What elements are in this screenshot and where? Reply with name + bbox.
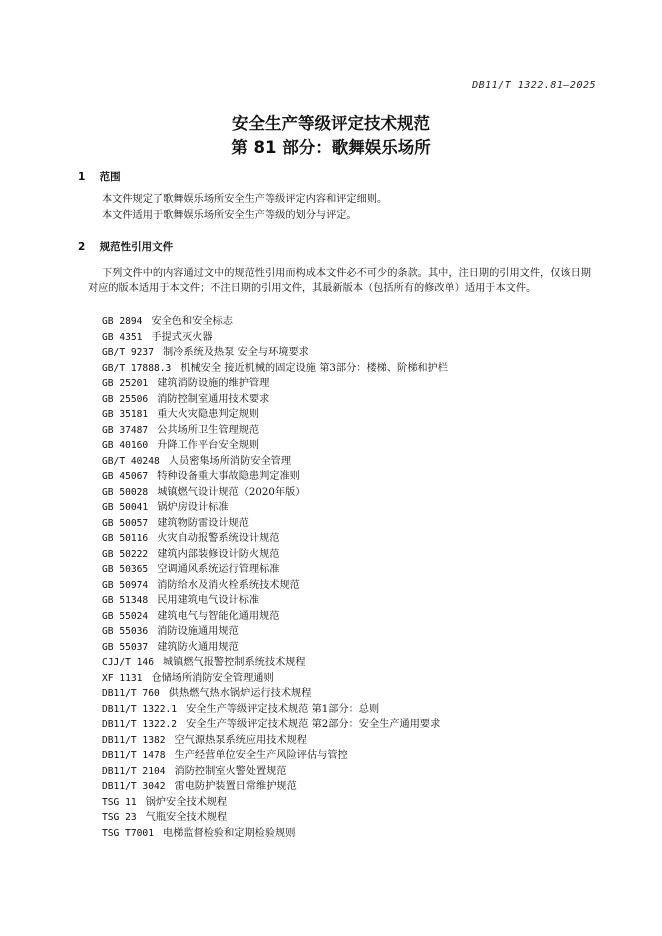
reference-title: 安全生产等级评定技术规范 第1部分：总则 [186,703,380,715]
reference-item [102,640,448,656]
reference-code: TSG 11 [102,796,137,808]
reference-title: 建筑内部装修设计防火规范 [157,548,280,560]
reference-code: DB11/T 3042 [102,781,166,792]
section-1-number: 1 [78,171,86,183]
reference-code: GB/T 9237 [102,347,154,358]
reference-title: 特种设备重大事故隐患判定准则 [157,471,300,482]
section-1-heading [78,169,121,184]
reference-code: GB 50974 [102,579,149,591]
reference-code: DB11/T 760 [102,688,160,699]
reference-code: GB 50365 [102,564,149,575]
reference-list [102,314,448,841]
reference-title: 供热燃气热水锅炉运行技术规程 [168,688,312,699]
reference-item [102,578,448,594]
reference-item [102,748,448,764]
reference-code: GB/T 17888.3 [102,362,172,374]
reference-item [102,407,448,423]
reference-code: GB 45067 [102,471,149,482]
reference-title: 消防控制室火警处置规范 [174,765,287,777]
reference-code: GB 51348 [102,595,149,606]
reference-item [102,671,448,687]
reference-item [102,454,448,470]
reference-item [102,826,448,842]
reference-item [102,516,448,532]
reference-title: 空气源热泵系统应用技术规程 [174,734,307,746]
reference-item [102,562,448,578]
reference-title: 建筑电气与智能化通用规范 [157,610,280,622]
section-2-heading [78,239,173,254]
reference-code: GB 4351 [102,331,143,343]
reference-item [102,392,448,408]
reference-item [102,717,448,733]
section-2-title: 规范性引用文件 [99,241,174,253]
reference-item [102,593,448,609]
reference-item [102,764,448,780]
reference-item [102,423,448,439]
reference-item [102,314,448,330]
reference-title: 制冷系统及热泵 安全与环境要求 [162,347,309,358]
reference-code: GB 55037 [102,641,149,653]
reference-title: 雷电防护装置日常维护规范 [174,781,297,792]
reference-item [102,779,448,795]
reference-title: 安全生产等级评定技术规范 第2部分：安全生产通用要求 [186,719,441,730]
reference-title: 公共场所卫生管理规范 [157,424,260,436]
reference-title: 建筑物防雷设计规范 [157,517,249,529]
reference-item [102,500,448,516]
reference-code: DB11/T 1322.1 [102,703,178,715]
reference-code: GB 50028 [102,486,149,498]
reference-item [102,376,448,392]
reference-title: 安全色和安全标志 [151,316,233,327]
reference-code: XF 1131 [102,672,143,684]
reference-item [102,438,448,454]
reference-code: GB/T 40248 [102,455,160,467]
reference-title: 城镇燃气设计规范（2020年版） [157,486,306,498]
section-1-paragraph: 本文件规定了歌舞娱乐场所安全生产等级评定内容和评定细则。 [102,194,388,205]
reference-code: GB 55024 [102,610,149,622]
reference-title: 建筑消防设施的维护管理 [157,378,270,389]
reference-code: GB 25201 [102,378,149,389]
document-title: 安全生产等级评定技术规范 [232,114,430,133]
reference-code: DB11/T 1478 [102,750,166,761]
reference-item [102,330,448,346]
reference-title: 手提式灭火器 [151,331,213,343]
reference-title: 锅炉房设计标准 [157,502,229,513]
reference-code: DB11/T 1382 [102,734,166,746]
reference-code: GB 2894 [102,316,143,327]
reference-title: 升降工作平台安全规则 [157,440,260,451]
reference-title: 仓储场所消防安全管理通则 [151,672,274,684]
reference-title: 城镇燃气报警控制系统技术规程 [162,657,306,668]
reference-code: GB 40160 [102,440,149,451]
reference-item [102,702,448,718]
reference-code: GB 25506 [102,393,149,405]
reference-title: 消防给水及消火栓系统技术规范 [157,579,300,591]
reference-code: DB11/T 1322.2 [102,719,178,730]
reference-item [102,686,448,702]
reference-title: 机械安全 接近机械的固定设施 第3部分：楼梯、阶梯和护栏 [180,362,448,374]
reference-title: 建筑防火通用规范 [157,641,239,653]
reference-item [102,547,448,563]
reference-code: GB 50057 [102,517,149,529]
reference-title: 电梯监督检验和定期检验规则 [162,827,296,839]
reference-title: 重大火灾隐患判定规则 [157,409,260,420]
section-1-paragraph: 本文件适用于歌舞娱乐场所安全生产等级的划分与评定。 [102,210,357,221]
reference-item [102,795,448,811]
reference-code: GB 50041 [102,502,149,513]
reference-item [102,345,448,361]
reference-item [102,531,448,547]
reference-title: 锅炉安全技术规程 [145,796,228,808]
reference-code: DB11/T 2104 [102,765,166,777]
document-code: DB11/T 1322.81—2025 [472,80,596,91]
reference-item [102,609,448,625]
reference-item [102,624,448,640]
reference-code: GB 37487 [102,424,149,436]
document-subtitle: 第 81 部分：歌舞娱乐场所 [231,138,431,157]
section-1-title: 范围 [99,171,121,183]
reference-item [102,810,448,826]
reference-code: GB 50222 [102,548,149,560]
reference-code: GB 50116 [102,533,149,544]
reference-item [102,485,448,501]
section-2-number: 2 [78,241,86,253]
reference-item [102,733,448,749]
reference-title: 生产经营单位安全生产风险评估与管控 [174,750,348,761]
reference-title: 人员密集场所消防安全管理 [168,455,292,467]
reference-item [102,361,448,377]
reference-item [102,469,448,485]
reference-title: 民用建筑电气设计标准 [157,595,260,606]
reference-title: 消防设施通用规范 [157,626,239,637]
reference-title: 消防控制室通用技术要求 [157,393,270,405]
section-2-intro: 下列文件中的内容通过文中的规范性引用而构成本文件必不可少的条款。其中，注日期的引用文件，仅该日期对应的版本适用于本文件；不注日期的引用文件，其最新版本（包括所有的修改单）适用于本文件。 [88,268,591,294]
reference-code: GB 35181 [102,409,149,420]
reference-title: 空调通风系统运行管理标准 [157,564,280,575]
reference-title: 火灾自动报警系统设计规范 [157,533,280,544]
reference-code: TSG 23 [102,812,137,823]
reference-code: CJJ/T 146 [102,657,154,668]
reference-code: TSG T7001 [102,827,154,839]
reference-code: GB 55036 [102,626,149,637]
reference-item [102,655,448,671]
reference-title: 气瓶安全技术规程 [145,812,228,823]
